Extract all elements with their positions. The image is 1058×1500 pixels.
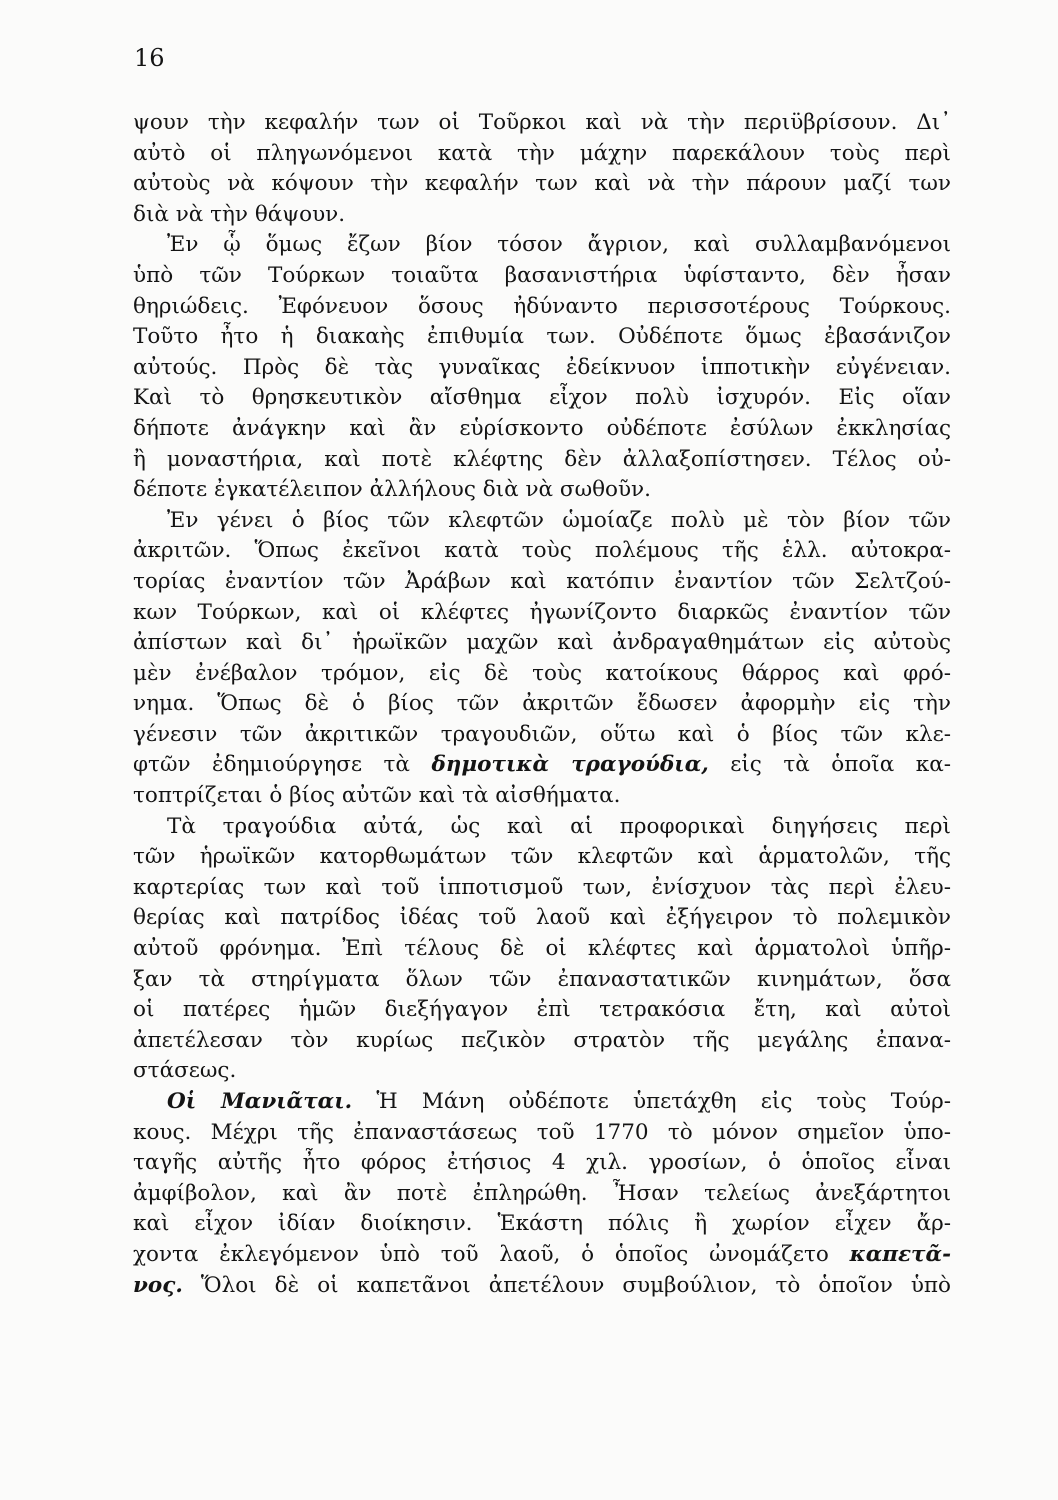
text-line	[133, 108, 951, 139]
text-segment: οἱ πατέρες ἡμῶν διεξήγαγον ἐπὶ τετρακόσια ἔτη, καὶ αὐτοὶ	[133, 997, 951, 1023]
text-line	[133, 873, 951, 904]
text-segment: θερίας καὶ πατρίδος ἰδέας τοῦ λαοῦ καὶ ἐξήγειρον τὸ πολεμικὸν	[133, 905, 951, 931]
text-line	[133, 598, 951, 629]
text-line	[133, 506, 951, 537]
text-line	[133, 1056, 951, 1087]
text-line	[133, 353, 951, 384]
text-line	[133, 842, 951, 873]
text-segment: ὑπὸ τῶν Τούρκων τοιαῦτα βασανιστήρια ὑφίσταντο, δὲν ἦσαν	[133, 262, 951, 288]
text-line	[133, 445, 951, 476]
text-line	[133, 230, 951, 261]
emphasized-term: δημοτικὰ τραγούδια,	[431, 752, 709, 778]
text-line	[133, 169, 951, 200]
text-line	[133, 1087, 951, 1118]
text-line	[133, 1118, 951, 1149]
text-line	[133, 1271, 951, 1302]
text-segment: εἰς τὰ ὁποῖα κα-	[708, 752, 951, 778]
text-segment: δήποτε ἀνάγκην καὶ ἂν εὑρίσκοντο οὐδέποτε ἐσύλων ἐκκλησίας	[133, 415, 951, 441]
text-line	[133, 292, 951, 323]
text-segment: ἀπίστων καὶ δι᾿ ἡρωϊκῶν μαχῶν καὶ ἀνδραγαθημάτων εἰς αὐτοὺς	[133, 630, 951, 656]
text-segment: Ἐν ᾧ ὅμως ἔζων βίον τόσον ἄγριον, καὶ συλλαμβανόμενοι	[167, 232, 951, 258]
text-segment: κων Τούρκων, καὶ οἱ κλέφτες ἠγωνίζοντο διαρκῶς ἐναντίον τῶν	[133, 599, 951, 625]
text-segment: Ὅλοι δὲ οἱ καπετᾶνοι ἀπετέλουν συμβούλιον, τὸ ὁποῖον ὑπὸ	[182, 1272, 951, 1298]
text-segment: τοπτρίζεται ὁ βίος αὐτῶν καὶ τὰ αἰσθήματα.	[133, 783, 621, 809]
text-line	[133, 567, 951, 598]
text-segment: καὶ εἶχον ἰδίαν διοίκησιν. Ἑκάστη πόλις ἢ χωρίον εἶχεν ἄρ-	[133, 1211, 951, 1237]
text-line	[133, 1179, 951, 1210]
text-line	[133, 781, 951, 812]
text-line	[133, 139, 951, 170]
text-segment: τῶν ἡρωϊκῶν κατορθωμάτων τῶν κλεφτῶν καὶ ἁρματολῶν, τῆς	[133, 844, 951, 870]
text-line	[133, 414, 951, 445]
text-segment: κους. Μέχρι τῆς ἐπαναστάσεως τοῦ 1770 τὸ μόνον σημεῖον ὑπο-	[133, 1119, 951, 1145]
text-segment: ἀμφίβολον, καὶ ἂν ποτὲ ἐπληρώθη. Ἦσαν τελείως ἀνεξάρτητοι	[133, 1180, 951, 1206]
emphasized-term: Οἱ Μανιᾶται.	[167, 1089, 353, 1114]
text-line	[133, 536, 951, 567]
text-segment: ἢ μοναστήρια, καὶ ποτὲ κλέφτης δὲν ἀλλαξοπίστησεν. Τέλος οὐ-	[133, 446, 951, 472]
text-segment: φτῶν ἐδημιούργησε τὰ	[133, 752, 432, 778]
text-segment: Ἡ Μάνη οὐδέποτε ὑπετάχθη εἰς τοὺς Τούρ-	[352, 1089, 951, 1114]
text-line	[133, 720, 951, 751]
body-text	[133, 108, 951, 1301]
text-segment: ψουν τὴν κεφαλήν των οἱ Τοῦρκοι καὶ νὰ τὴν περιϋβρίσουν. Δι᾿	[133, 110, 951, 135]
text-line	[133, 261, 951, 292]
text-line	[133, 200, 951, 231]
text-line	[133, 995, 951, 1026]
text-line	[133, 1240, 951, 1271]
text-line	[133, 475, 951, 506]
text-segment: αὐτοὺς νὰ κόψουν τὴν κεφαλήν των καὶ νὰ τὴν πάρουν μαζί των	[133, 171, 951, 197]
page-number: 16	[134, 44, 165, 72]
text-line	[133, 628, 951, 659]
text-segment: ξαν τὰ στηρίγματα ὅλων τῶν ἐπαναστατικῶν κινημάτων, ὅσα	[133, 966, 951, 992]
text-line	[133, 750, 951, 781]
text-line	[133, 1026, 951, 1057]
text-segment: στάσεως.	[133, 1058, 237, 1084]
text-segment: χοντα ἐκλεγόμενον ὑπὸ τοῦ λαοῦ, ὁ ὁποῖος ὠνομάζετο	[133, 1241, 850, 1267]
text-segment: τορίας ἐναντίον τῶν Ἀράβων καὶ κατόπιν ἐναντίον τῶν Σελτζού-	[133, 568, 951, 594]
text-segment: αὐτὸ οἱ πληγωνόμενοι κατὰ τὴν μάχην παρεκάλουν τοὺς περὶ	[133, 140, 951, 166]
text-segment: ταγῆς αὐτῆς ἦτο φόρος ἐτήσιος 4 χιλ. γροσίων, ὁ ὁποῖος εἶναι	[133, 1150, 951, 1176]
text-segment: νημα. Ὅπως δὲ ὁ βίος τῶν ἀκριτῶν ἔδωσεν ἀφορμὴν εἰς τὴν	[133, 691, 951, 717]
text-segment: γένεσιν τῶν ἀκριτικῶν τραγουδιῶν, οὕτω καὶ ὁ βίος τῶν κλε-	[133, 721, 951, 747]
emphasized-term: νος.	[133, 1272, 183, 1298]
text-line	[133, 659, 951, 690]
text-segment: αὐτούς. Πρὸς δὲ τὰς γυναῖκας ἐδείκνυον ἱπποτικὴν εὐγένειαν.	[133, 354, 951, 380]
text-segment: Τοῦτο ἦτο ἡ διακαὴς ἐπιθυμία των. Οὐδέποτε ὅμως ἐβασάνιζον	[133, 324, 951, 350]
text-segment: θηριώδεις. Ἐφόνευον ὅσους ἠδύναντο περισσοτέρους Τούρκους.	[133, 293, 951, 319]
text-segment: Ἐν γένει ὁ βίος τῶν κλεφτῶν ὡμοίαζε πολὺ μὲ τὸν βίον τῶν	[167, 507, 951, 533]
text-line	[133, 383, 951, 414]
text-line	[133, 965, 951, 996]
emphasized-term: καπετᾶ-	[849, 1241, 951, 1267]
text-segment: ἀκριτῶν. Ὅπως ἐκεῖνοι κατὰ τοὺς πολέμους τῆς ἑλλ. αὐτοκρα-	[133, 538, 951, 564]
text-line	[133, 903, 951, 934]
text-line	[133, 322, 951, 353]
text-segment: δέποτε ἐγκατέλειπον ἀλλήλους διὰ νὰ σωθοῦν.	[133, 477, 651, 503]
text-segment: αὐτοῦ φρόνημα. Ἐπὶ τέλους δὲ οἱ κλέφτες καὶ ἁρματολοὶ ὑπῆρ-	[133, 936, 951, 962]
text-line	[133, 812, 951, 843]
text-line	[133, 689, 951, 720]
text-segment: Καὶ τὸ θρησκευτικὸν αἴσθημα εἶχον πολὺ ἰσχυρόν. Εἰς οἵαν	[133, 385, 951, 411]
text-segment: διὰ νὰ τὴν θάψουν.	[133, 201, 346, 227]
text-line	[133, 1209, 951, 1240]
text-segment: καρτερίας των καὶ τοῦ ἱπποτισμοῦ των, ἐνίσχυον τὰς περὶ ἐλευ-	[133, 874, 951, 900]
text-segment: ἀπετέλεσαν τὸν κυρίως πεζικὸν στρατὸν τῆς μεγάλης ἐπανα-	[133, 1027, 951, 1053]
text-line	[133, 934, 951, 965]
text-line	[133, 1148, 951, 1179]
text-segment: Τὰ τραγούδια αὐτά, ὡς καὶ αἱ προφορικαὶ διηγήσεις περὶ	[167, 813, 951, 839]
text-segment: μὲν ἐνέβαλον τρόμον, εἰς δὲ τοὺς κατοίκους θάρρος καὶ φρό-	[133, 660, 951, 686]
